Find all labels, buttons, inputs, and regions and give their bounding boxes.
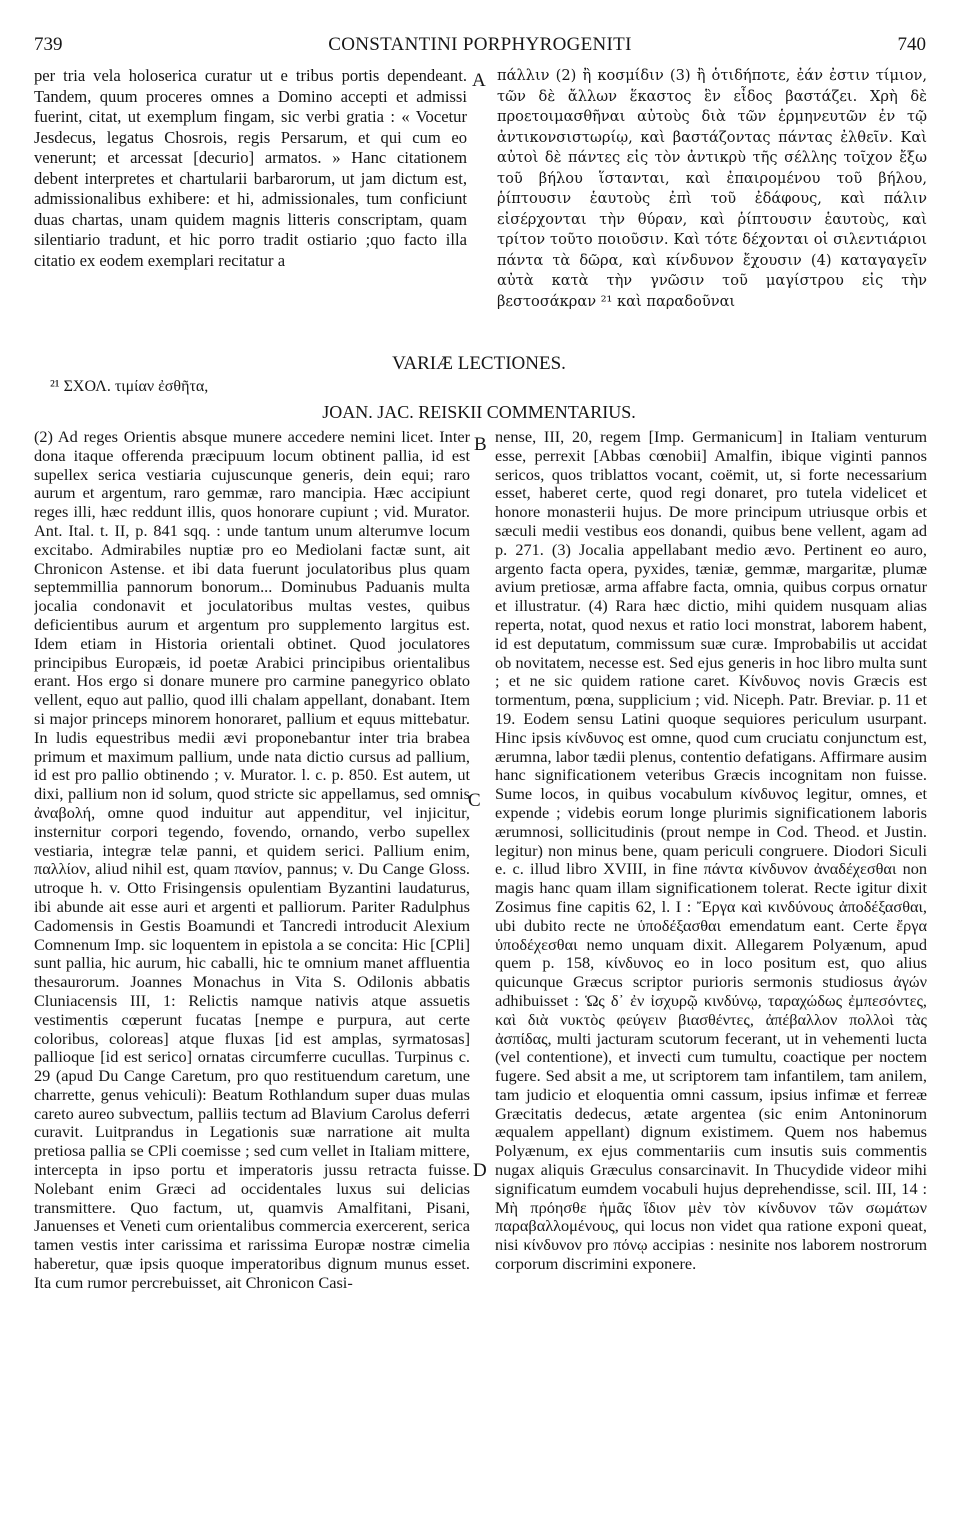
commentary-left-column: (2) Ad reges Orientis absque munere accedere nemini licet. Inter dona itaque offerenda præcipuum locum obtinent pallia, id est supellex serica vestiaria cujuscunque generis, dein equi; raro aurum et argentum, raro gemmæ, raro mancipia. Hæc accipiunt reges illi, hæc reddunt illis, quos honorare cupiunt ; vid. Murator. Ant. Ital. t. II, p. 841 sqq. : unde tantum unum alterumve locum excitabo. Admirabiles nuptiæ pro eo Mediolani factæ sunt, ait Chronicon Astense. et ibi data fuerunt joculatoribus plus quam septemmillia pannorum bonorum... Dominubus Paduanis multa jocalia condonavit et joculatoribus multas vestes, quibus deficientibus aurum et argentum pro supplemento largitus est. Idem etiam in Historia orientali obtinet. Quod joculatores principibus Europæis, id poetæ Arabici principibus orientalibus erant. Hos ergo si donare munere pro carmine panegyrico oblato vellent, equo aut pallio, quod illi chalam appellant, donabant. Item si major princeps minorem honoraret, pallium et equus mittebatur. In ludis equestribus medii ævi proponebantur inter tria brabea primum et maximum pallium, unde nata dictio cursus ad pallium, id est pro pallio obtinendo ; v. Murator. l. c. p. 850. Est autem, ut dixi, pallium non id solum, quod stricte sic appellamus, sed omnis ἀναβολή, omne quod induitur aut appenditur, vel injicitur, insternitur corpori tegendo, fovendo, ornando, verbo supellex vestiaria, integræ telæ panni, et quidem serici. Pallium enim, παλλίον, aliud nihil est, quam πανίον, pannus; v. Du Cange Gloss. utroque h. v. Otto Frisingensis opulentiam Byzantini laudaturus, ibi abunde ait esse auri et argenti et palliorum. Pariter Radulphus Cadomensis in Gestis Boamundi et Tancredi introducit Alexium Comnenum Imp. sic loquentem in epistola a se concita: Hic [CPli] sunt pallia, hic aurum, hic caballi, hic te omnium manet affluentia thesaurorum. Joannes Monachus in Vita S. Odilonis abbatis Cluniacensis III, 1: Relictis namque nativis atque assuetis vestimentis cœperunt fucatas [nempe e purpura, aut certe coloribus, coloreas] atque fluxas [id est amplas, syrmatosas] pallioque [id est serico] ornatas circumferre cucullas. Turpinus c. 29 (apud Du Cange Caretum, pro quo restituendum caretum, une charrette, genus vehiculi): Beatum Rothlandum super duas mulas careto aureo subvectum, palliis tectum ad Blavium Carolus deferri curavit. Luitprandus in Legationis suæ narratione ait multa pretiosa pallia se CPli coemisse ; sed cum vellet in Italiam mittere, intercepta in ipso portu et imperatoris jussu retracta fuisse. Nolebant enim Græci ad occidentales luxus sui delicias transmittere. Quo factum, ut, quamvis Amalfitani, Pisani, Januenses et Veneti cum orientalibus commercia exercerent, serica tamen vestis inter carissima et rarissima Europæ nostræ cimelia haberetur, quæ ipsis quoque imperatoribus dignum munus esset. Ita cum rumor percrebuisset, ait Chronicon Casi-	[34, 428, 470, 1292]
margin-mark-a: A	[472, 70, 486, 91]
margin-mark-c: C	[468, 790, 481, 811]
margin-mark-b: B	[474, 434, 487, 455]
margin-mark-d: D	[473, 1160, 487, 1181]
greek-text-column: πάλλιν (2) ἢ κοσμίδιν (3) ἢ ὁτιδήποτε, ἐάν ἐστιν τίμιον, τῶν δὲ ἄλλων ἕκαστος ἓν εἶδος βαστάζει. Χρὴ δὲ προετοιμασθῆναι αὐτοὺς διὰ τῶν ἑρμηνευτῶν ἐν τῷ ἀντικονσιστωρίῳ, καὶ βαστάζοντας πάντας ἐλθεῖν. Καὶ αὐτοὶ δὲ πάντες εἰς τὸν ἀντικρὺ τῆς σέλλης τοῖχον ἔξω τοῦ βήλου ἵστανται, καὶ ἐπαιρομένου τοῦ βήλου, ῥίπτουσιν ἑαυτοὺς ἐπὶ τοῦ ἐδάφους, καὶ πάλιν εἰσέρχονται τὴν θύραν, καὶ ῥίπτουσιν ἑαυτοὺς, καὶ τρίτον τοῦτο ποιοῦσιν. Καὶ τότε δέχονται οἱ σιλεντιάριοι πάντα τὰ δῶρα, καὶ κίνδυνον ἔχουσιν (4) καταγαγεῖν αὐτὰ κατὰ τὴν γνῶσιν τοῦ μαγίστρου εἰς τὴν βεστοσάκραν ²¹ καὶ παραδοῦναι	[497, 67, 927, 310]
commentary-heading: JOAN. JAC. REISKII COMMENTARIUS.	[322, 402, 636, 422]
variant-reading-note: ²¹ ΣΧΟΛ. τιμίαν ἐσθῆτα,	[50, 378, 209, 395]
left-page-number: 739	[34, 34, 63, 55]
variae-lectiones-heading: VARIÆ LECTIONES.	[392, 353, 566, 374]
commentary-right-column: nense, III, 20, regem [Imp. Germanicum] in Italiam venturum esse, perrexit [Abbas cœnobii] Amalfin, ibique viginti pannos sericos, quos triblattos vocant, coëmit, ut, si forte necessarium esset, haberet certe, quod regi donaret, pro tutela videlicet et honore monasterii hujus. De more principum utriusque orbis et sæculi medii vestibus eos donandi, quibus bene vellent, agam ad p. 271. (3) Jocalia appellabant medio ævo. Pertinent eo auro, argento facta opera, pyxides, tæniæ, gemmæ, margaritæ, plumæ avium pretiosæ, arma affabre facta, omnia, quibus corpus ornatur et illustratur. (4) Rara hæc dictio, mihi quidem nusquam alias reperta, notat, quod nexus et ratio loci monstrat, laborem habent, id est deputatum, commissum suæ curæ. Improbabilis ut accidat ob novitatem, necesse est. Sed ejus generis in hoc libro multa sunt ; et ne sic quidem ratione caret. Κίνδυνος novis Græcis est tormentum, pœna, supplicium ; vid. Niceph. Patr. Breviar. p. 11 et 19. Eodem sensu Latini quoque sequiores periculum usurpant. Hinc ipsis κίνδυνος est omne, quod cum cruciatu conjunctum est, ærumna, labor tædii plenus, contentio defatigans. Affirmare ausim hanc significationem veteribus Græcis incognitam non fuisse. Sume locos, in quibus vocabulum κίνδυνος legitur, omnes, et expende ; videbis eorum longe plurimis significationem laboris ærumnosi, sollicitudinis (prout nempe in Cod. Theod. et Justin. legitur) non minus bene, quam periculi congruere. Diodori Siculi e. c. illud libro XVIII, in fine πάντα κίνδυνον ἀναδέχεσθαι non magis hanc quam illam significationem tolerat. Recte igitur dixit Zosimus fine capitis 62, l. I : Ἔργα καὶ κινδύνους ἀποδέξασθαι, ubi dubito recte ne ὑποδέξασθαι emendatum eant. Certe ἔργα ὑποδέχεσθαι nemo unquam dixit. Allegarem Polyænum, apud quem p. 158, κίνδυνος eo in loco positum est, quo alius quicunque Græcus scriptor purioris sermonis studiosus ἀγών adhibuisset : Ὡς δ᾽ ἐν ἰσχυρῷ κινδύνῳ, ταραχώδως ἐμπεσόντες, καὶ διὰ νυκτὸς φεύγειν βιασθέντες, ἀπέβαλλον πολλοὶ τὰς ἀσπίδας, multi jacturam scutorum fecerant, ut in vehementi lucta (vel contentione), et invecti cum tumultu, coactique per noctem fugere. Sed absit a me, ut scriptorem tam infantilem, tam anilem, tam judicio et eloquentia omni cassum, ipsius infimæ et ferreæ Græcitatis dedecus, ætate argentea (sic enim Antoninorum æqualem appellant) dignum existimem. Quem nos habemus Polyænum, ex ejus commentariis cum insutis suis commentis nugax aliquis Græculus consarcinavit. In Thucydide videor mihi significatum eumdem vocabuli hujus deprehendisse, scil. III, 14 : Μὴ πρόησθε ἡμᾶς ἴδιον μὲν τὸν κίνδυνον τῶν σωμάτων παραβαλλομένους, qui locus non videt qua ratione exponi queat, nisi κίνδυνον pro πόνῳ accipias : nesinite nos laborem nostrorum corporum discrimini exponere.	[495, 428, 927, 1274]
right-page-number: 740	[897, 34, 926, 55]
running-header	[34, 34, 926, 58]
running-title: CONSTANTINI PORPHYROGENITI	[328, 34, 632, 55]
latin-translation-column: per tria vela holoserica curatur ut e tribus portis dependeant. Tandem, quum proceres omnes a Domino accepti et admissi fuerint, citat, ut exemplum fingam, sic verbi gratia : « Vocetur Jesdecus, legatus Chosrois, regis Persarum, et qui cum eo venerunt; et arcessat [decurio] armatos. » Hanc citationem debent interpretes et chartularii barbarorum, ut jam dictum est, admissionalibus exhibere: et hi, admissionales, tum conficiunt duas chartas, unam quidem magnis litteris conscriptam, quam silentiario tradunt, et hic porro tradit ostiario ;quo facto illa citatio ex eodem exemplari recitatur a	[34, 66, 467, 270]
